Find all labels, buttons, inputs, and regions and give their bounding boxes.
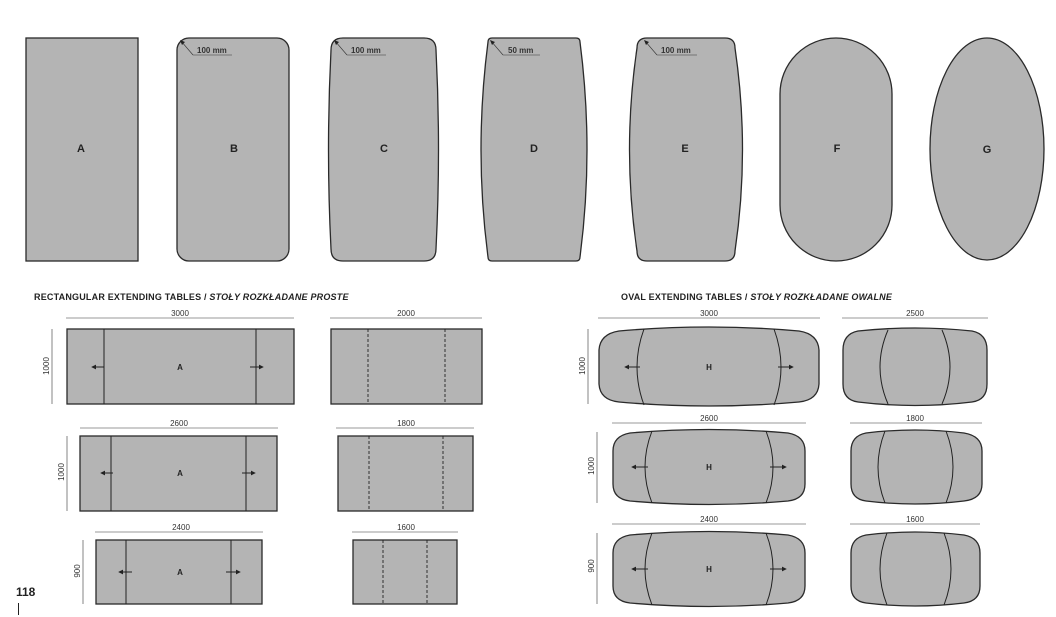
rectangular-heading <box>34 292 349 302</box>
oval-row-3-label: H <box>706 565 712 574</box>
rect-row-2-label: A <box>177 469 183 478</box>
oval-row-2-extended <box>587 414 806 505</box>
oval-row-1 <box>578 309 988 406</box>
rect-row-3-width: 900 <box>73 564 82 578</box>
shape-c <box>329 38 439 261</box>
oval-row-3-closed <box>850 515 980 606</box>
oval-row-1-closed-length: 2500 <box>906 309 924 318</box>
oval-row-3 <box>587 515 980 607</box>
oval-row-3-closed-length: 1600 <box>906 515 924 524</box>
oval-row-3-extended <box>587 515 806 607</box>
oval-row-2-extended-length: 2600 <box>700 414 718 423</box>
oval-row-2 <box>587 414 982 505</box>
rect-row-2-extended <box>57 419 278 511</box>
oval-heading-main: OVAL EXTENDING TABLES / <box>621 292 751 302</box>
oval-heading <box>621 292 892 302</box>
oval-row-2-width: 1000 <box>587 457 596 475</box>
shape-f <box>780 38 892 261</box>
rect-row-3-extended-length: 2400 <box>172 523 190 532</box>
rect-row-2 <box>57 419 474 511</box>
page-number-bar <box>18 603 19 615</box>
rect-row-1-closed-length: 2000 <box>397 309 415 318</box>
shape-d-label: D <box>530 143 538 155</box>
shape-g-label: G <box>982 144 992 156</box>
shape-b-label: B <box>230 143 238 155</box>
oval-row-1-extended-length: 3000 <box>700 309 718 318</box>
oval-row-2-closed-length: 1800 <box>906 414 924 423</box>
radius-label-b: 100 mm <box>197 46 227 55</box>
oval-row-1-closed <box>842 309 988 406</box>
shape-d <box>481 38 587 261</box>
rect-row-1 <box>42 309 482 404</box>
rect-row-1-width: 1000 <box>42 357 51 375</box>
shape-f-label: F <box>833 143 841 155</box>
rect-row-3-closed <box>352 523 458 604</box>
shape-a <box>26 38 138 261</box>
oval-heading-italic: STOŁY ROZKŁADANE OWALNE <box>750 292 893 302</box>
shape-g <box>930 38 1044 260</box>
oval-row-1-extended <box>578 309 820 406</box>
oval-row-1-width: 1000 <box>578 357 587 375</box>
rect-row-1-extended <box>42 309 294 404</box>
shape-b <box>177 38 289 261</box>
radius-label-d: 50 mm <box>508 46 534 55</box>
rect-row-2-closed-length: 1800 <box>397 419 415 428</box>
page-number: 118 <box>16 585 36 599</box>
rect-row-1-extended-length: 3000 <box>171 309 189 318</box>
oval-row-2-closed <box>850 414 982 504</box>
rect-row-1-closed <box>330 309 482 404</box>
shape-a-label: A <box>77 143 85 155</box>
radius-label-e: 100 mm <box>661 46 691 55</box>
shape-e-label: E <box>681 143 689 155</box>
oval-row-3-extended-length: 2400 <box>700 515 718 524</box>
shape-e <box>630 38 743 261</box>
oval-row-2-label: H <box>706 463 712 472</box>
rect-row-2-closed <box>336 419 474 511</box>
oval-row-1-label: H <box>706 363 712 372</box>
rect-row-3-closed-length: 1600 <box>397 523 415 532</box>
rect-row-2-width: 1000 <box>57 463 66 481</box>
oval-row-3-width: 900 <box>587 559 596 573</box>
radius-label-c: 100 mm <box>351 46 381 55</box>
rect-row-3-extended <box>73 523 263 604</box>
shape-c-label: C <box>380 143 388 155</box>
rectangular-heading-main: RECTANGULAR EXTENDING TABLES / <box>34 292 210 302</box>
rect-row-1-label: A <box>177 363 183 372</box>
rect-row-3-label: A <box>177 568 183 577</box>
rect-row-2-extended-length: 2600 <box>170 419 188 428</box>
rectangular-heading-italic: STOŁY ROZKŁADANE PROSTE <box>209 292 349 302</box>
rect-row-3 <box>73 523 458 604</box>
